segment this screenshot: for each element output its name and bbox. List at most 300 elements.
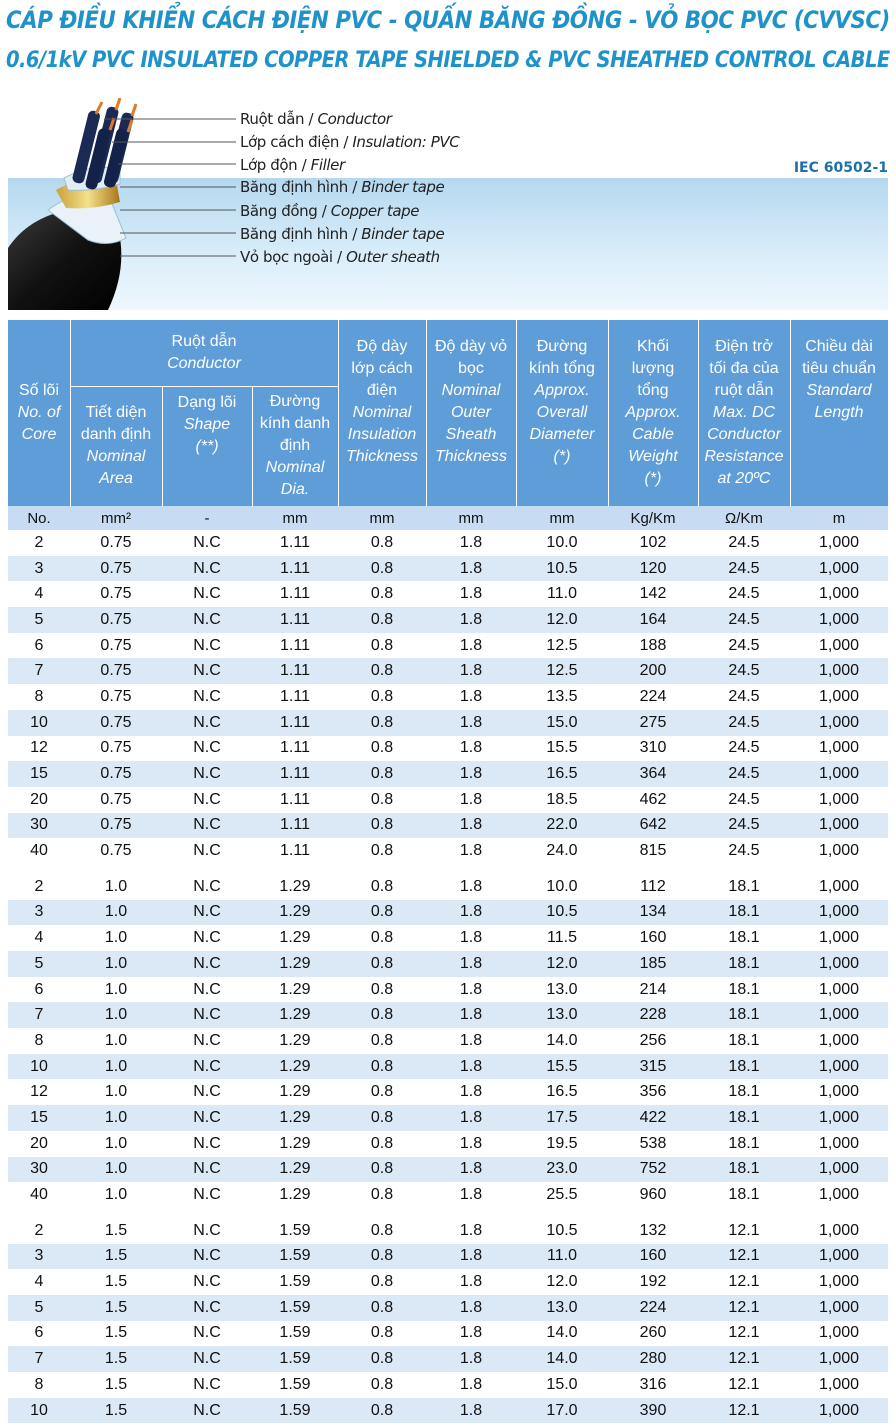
table-cell: 1.59	[279, 1324, 311, 1342]
table-cell: 538	[639, 1134, 667, 1152]
table-cell: 1.0	[104, 1083, 128, 1101]
table-cell: 1.0	[104, 1057, 128, 1075]
layer-label-en: Copper tape	[330, 202, 420, 220]
table-cell: 1.29	[279, 980, 311, 998]
table-row	[8, 1182, 888, 1208]
table-cell: 1.29	[279, 1108, 311, 1126]
table-cell: N.C	[193, 713, 221, 731]
table-cell: N.C	[193, 636, 221, 654]
header-shape	[162, 386, 252, 506]
table-cell: 12.1	[728, 1273, 760, 1291]
table-cell: 13.0	[546, 980, 578, 998]
table-cell: 24.5	[728, 636, 760, 654]
table-cell: 0.8	[370, 1006, 394, 1024]
table-cell: 112	[640, 877, 666, 895]
table-cell: 256	[639, 1031, 667, 1049]
table-cell: 1,000	[818, 1083, 860, 1101]
table-cell: 24.5	[728, 585, 760, 603]
table-cell: 1.59	[279, 1298, 311, 1316]
table-cell: 185	[639, 954, 667, 972]
header-divider	[70, 320, 71, 506]
header-divider	[426, 320, 427, 506]
header-area-vi2: danh định	[80, 426, 152, 443]
table-cell: 1,000	[818, 903, 860, 921]
table-cell: 1.59	[279, 1401, 311, 1419]
table-cell: 1.0	[104, 1006, 128, 1024]
table-cell: 10	[30, 1057, 48, 1075]
table-cell: 7	[34, 1006, 44, 1024]
table-cell: 0.8	[370, 1401, 394, 1419]
table-row	[8, 684, 888, 710]
header-sheath-vi2: bọc	[458, 360, 484, 377]
header-length	[790, 320, 888, 506]
table-cell: 18.1	[728, 929, 760, 947]
table-cell: 2	[34, 877, 44, 895]
table-cell: 0.75	[100, 790, 132, 808]
table-cell: 228	[639, 1006, 667, 1024]
table-row	[8, 977, 888, 1003]
table-cell: 1.0	[104, 1108, 128, 1126]
table-cell: 1.8	[459, 585, 483, 603]
table-cell: N.C	[193, 585, 221, 603]
table-cell: 1.0	[104, 903, 128, 921]
table-cell: 0.8	[370, 765, 394, 783]
table-row	[8, 1002, 888, 1028]
table-row	[8, 1346, 888, 1372]
table-cell: 12.0	[546, 610, 578, 628]
table-cell: 1.8	[459, 1298, 483, 1316]
table-cell: 1.8	[459, 713, 483, 731]
cable-spec-table	[8, 320, 888, 1423]
header-dia-en1: Nominal	[265, 459, 325, 476]
table-cell: 6	[34, 636, 44, 654]
table-cell: 1,000	[818, 1108, 860, 1126]
header-weight	[608, 320, 698, 506]
table-cell: 1,000	[818, 687, 860, 705]
table-cell: 1.59	[279, 1221, 311, 1239]
header-sheath-en3: Sheath	[445, 426, 497, 443]
group-separator	[8, 864, 888, 874]
header-weight-en2: Cable	[632, 426, 674, 443]
header-divider	[252, 386, 253, 506]
table-cell: 1.29	[279, 929, 311, 947]
table-cell: 1.5	[104, 1324, 128, 1342]
unit-cell: Ω/Km	[725, 509, 763, 527]
table-cell: 24.0	[546, 842, 578, 860]
table-cell: 15.0	[546, 713, 578, 731]
table-cell: 1.8	[459, 790, 483, 808]
table-cell: N.C	[193, 790, 221, 808]
table-cell: N.C	[193, 1057, 221, 1075]
header-sheath-en2: Outer	[450, 404, 491, 421]
table-cell: 1.8	[459, 1221, 483, 1239]
table-cell: N.C	[193, 687, 221, 705]
table-cell: 0.8	[370, 790, 394, 808]
layer-label	[240, 178, 444, 196]
table-cell: 1.29	[279, 1134, 311, 1152]
table-cell: 0.75	[100, 636, 132, 654]
table-cell: 1.29	[279, 1160, 311, 1178]
table-cell: 0.75	[100, 713, 132, 731]
table-cell: 1.59	[279, 1350, 311, 1368]
table-cell: 8	[34, 1375, 44, 1393]
table-cell: 1.29	[279, 903, 311, 921]
table-cell: 13.0	[546, 1298, 578, 1316]
table-cell: 1.8	[459, 1186, 483, 1204]
table-cell: 0.75	[100, 687, 132, 705]
header-weight-en1: Approx.	[625, 404, 681, 421]
header-cores-vi: Số lõi	[18, 382, 60, 399]
table-cell: 16.5	[546, 765, 578, 783]
unit-cell: mm	[458, 509, 484, 527]
table-cell: 1.8	[459, 842, 483, 860]
header-ins-en1: Nominal	[352, 404, 412, 421]
header-diameter	[516, 320, 608, 506]
table-cell: 0.8	[370, 1247, 394, 1265]
table-cell: 1.29	[279, 1057, 311, 1075]
table-cell: 0.8	[370, 1134, 394, 1152]
table-cell: 1,000	[818, 559, 860, 577]
table-cell: N.C	[193, 1006, 221, 1024]
table-cell: 30	[30, 1160, 48, 1178]
cable-illustration	[8, 98, 888, 310]
header-cores-en1: No. of	[17, 404, 61, 421]
table-cell: 23.0	[546, 1160, 578, 1178]
table-cell: 3	[34, 1247, 44, 1265]
table-cell: 422	[639, 1108, 667, 1126]
table-cell: 12.5	[546, 636, 578, 654]
table-cell: N.C	[193, 1375, 221, 1393]
table-cell: 0.8	[370, 533, 394, 551]
table-cell: 1.11	[280, 765, 310, 783]
table-cell: 1.11	[280, 842, 310, 860]
unit-cell: mm	[369, 509, 395, 527]
table-cell: 1,000	[818, 765, 860, 783]
table-cell: 1,000	[818, 1298, 860, 1316]
table-cell: 1,000	[818, 739, 860, 757]
table-cell: 1.0	[104, 980, 128, 998]
table-cell: N.C	[193, 1298, 221, 1316]
table-row	[8, 1105, 888, 1131]
table-cell: 1,000	[818, 1273, 860, 1291]
table-cell: 224	[639, 1298, 667, 1316]
table-cell: 1.8	[459, 954, 483, 972]
table-cell: 960	[639, 1186, 667, 1204]
table-cell: N.C	[193, 954, 221, 972]
table-cell: 1.11	[280, 636, 310, 654]
table-cell: 134	[639, 903, 667, 921]
table-cell: N.C	[193, 1186, 221, 1204]
table-cell: 24.5	[728, 687, 760, 705]
table-cell: 0.8	[370, 1221, 394, 1239]
table-cell: 0.8	[370, 687, 394, 705]
table-cell: 0.8	[370, 816, 394, 834]
table-cell: 0.8	[370, 1298, 394, 1316]
table-cell: 1,000	[818, 842, 860, 860]
layer-label-en: Conductor	[317, 110, 392, 128]
table-cell: N.C	[193, 816, 221, 834]
table-cell: 1.5	[104, 1247, 128, 1265]
table-row	[8, 1321, 888, 1347]
table-cell: 18.5	[546, 790, 578, 808]
table-cell: 3	[34, 559, 44, 577]
table-cell: 1,000	[818, 636, 860, 654]
table-cell: 18.1	[728, 1006, 760, 1024]
table-cell: 1.11	[280, 713, 310, 731]
table-cell: 462	[639, 790, 667, 808]
table-cell: 1.11	[280, 816, 310, 834]
header-dia	[252, 386, 338, 506]
table-cell: 1.0	[104, 877, 128, 895]
table-cell: 1.8	[459, 559, 483, 577]
table-cell: 1.5	[104, 1401, 128, 1419]
header-area-en2: Area	[99, 470, 133, 487]
table-cell: 1.8	[459, 1375, 483, 1393]
table-cell: 1.5	[104, 1273, 128, 1291]
table-cell: 1,000	[818, 1057, 860, 1075]
table-cell: 0.8	[370, 1350, 394, 1368]
table-cell: 1.8	[459, 877, 483, 895]
table-cell: N.C	[193, 1134, 221, 1152]
table-cell: 15	[30, 1108, 48, 1126]
table-row	[8, 581, 888, 607]
header-weight-vi2: lượng	[631, 360, 675, 377]
table-cell: 390	[639, 1401, 667, 1419]
table-cell: N.C	[193, 903, 221, 921]
table-row	[8, 633, 888, 659]
header-resist-en3: Resistance	[704, 448, 784, 465]
table-cell: 316	[639, 1375, 667, 1393]
table-cell: 1.8	[459, 765, 483, 783]
table-row	[8, 607, 888, 633]
table-cell: 1.8	[459, 610, 483, 628]
table-cell: 1,000	[818, 1375, 860, 1393]
table-cell: 1.8	[459, 816, 483, 834]
table-cell: 1.5	[104, 1221, 128, 1239]
table-cell: 25.5	[546, 1186, 578, 1204]
unit-cell: mm	[282, 509, 308, 527]
table-cell: 1.11	[280, 739, 310, 757]
table-cell: 0.8	[370, 877, 394, 895]
table-cell: 24.5	[728, 559, 760, 577]
table-cell: 18.1	[728, 1083, 760, 1101]
header-diameter-en1: Approx.	[534, 382, 590, 399]
table-cell: 1.59	[279, 1247, 311, 1265]
table-cell: 224	[639, 687, 667, 705]
table-cell: N.C	[193, 842, 221, 860]
table-cell: 0.75	[100, 842, 132, 860]
table-cell: 40	[30, 1186, 48, 1204]
table-cell: 1,000	[818, 954, 860, 972]
title-vietnamese: CÁP ĐIỀU KHIỂN CÁCH ĐIỆN PVC - QUẤN BĂNG ĐỒNG - VỎ BỌC PVC (CVVSC)	[6, 6, 890, 34]
table-cell: 24.5	[728, 765, 760, 783]
table-cell: 1.29	[279, 1031, 311, 1049]
table-cell: N.C	[193, 1083, 221, 1101]
table-cell: N.C	[193, 1247, 221, 1265]
table-cell: 18.1	[728, 903, 760, 921]
header-conductor	[70, 320, 338, 386]
table-cell: 260	[639, 1324, 667, 1342]
table-cell: 310	[639, 739, 667, 757]
table-cell: 0.8	[370, 980, 394, 998]
table-cell: 1.8	[459, 929, 483, 947]
table-row	[8, 1131, 888, 1157]
table-cell: 10.0	[546, 877, 578, 895]
table-cell: 1.59	[279, 1273, 311, 1291]
header-weight-en3: Weight	[628, 448, 678, 465]
table-cell: 10	[30, 1401, 48, 1419]
table-cell: 1.29	[279, 1186, 311, 1204]
table-row	[8, 1398, 888, 1424]
unit-cell: Kg/Km	[630, 509, 676, 527]
table-cell: 10	[30, 713, 48, 731]
table-cell: 11.5	[547, 929, 577, 947]
header-divider	[608, 320, 609, 506]
table-cell: 30	[30, 816, 48, 834]
table-cell: 12.1	[728, 1247, 760, 1265]
table-cell: 11.0	[547, 1247, 577, 1265]
header-ins-vi2: lớp cách	[351, 360, 413, 377]
table-cell: 160	[639, 929, 667, 947]
layer-label-vi: Lớp độn /	[240, 156, 311, 174]
table-cell: 1.11	[280, 585, 310, 603]
table-cell: 1,000	[818, 929, 860, 947]
header-sheath-en1: Nominal	[441, 382, 501, 399]
table-cell: N.C	[193, 662, 221, 680]
table-cell: 1.0	[104, 1031, 128, 1049]
header-dia-en2: Dia.	[280, 481, 310, 498]
table-cell: N.C	[193, 1324, 221, 1342]
table-cell: 6	[34, 980, 44, 998]
table-cell: 0.8	[370, 1160, 394, 1178]
table-cell: 12.5	[546, 662, 578, 680]
table-cell: 1.5	[104, 1350, 128, 1368]
table-cell: 1,000	[818, 662, 860, 680]
table-cell: 19.5	[546, 1134, 578, 1152]
table-cell: 0.8	[370, 1057, 394, 1075]
table-row	[8, 874, 888, 900]
table-cell: N.C	[193, 610, 221, 628]
layer-label	[240, 133, 459, 151]
table-cell: 200	[639, 662, 667, 680]
table-cell: 0.75	[100, 662, 132, 680]
table-cell: 1.11	[280, 559, 310, 577]
table-cell: 14.0	[546, 1324, 578, 1342]
table-cell: 1,000	[818, 533, 860, 551]
table-cell: 1.8	[459, 739, 483, 757]
table-cell: 0.75	[100, 765, 132, 783]
table-cell: 1.8	[459, 1160, 483, 1178]
table-cell: 0.8	[370, 585, 394, 603]
table-cell: 7	[34, 1350, 44, 1368]
table-cell: 18.1	[728, 1186, 760, 1204]
table-cell: 0.8	[370, 929, 394, 947]
table-cell: 17.5	[546, 1108, 578, 1126]
table-cell: 1.8	[459, 636, 483, 654]
table-cell: 164	[639, 610, 667, 628]
title-english: 0.6/1kV PVC INSULATED COPPER TAPE SHIELDED & PVC SHEATHED CONTROL CABLE	[6, 48, 890, 73]
table-row	[8, 1218, 888, 1244]
table-cell: 0.75	[100, 585, 132, 603]
layer-label-vi: Băng định hình /	[240, 225, 362, 243]
table-cell: 0.8	[370, 662, 394, 680]
table-cell: 10.0	[546, 533, 578, 551]
header-insulation	[338, 320, 426, 506]
table-cell: 6	[34, 1324, 44, 1342]
unit-cell: mm²	[101, 509, 131, 527]
table-cell: 20	[30, 790, 48, 808]
table-cell: 0.8	[370, 1031, 394, 1049]
table-row	[8, 556, 888, 582]
header-weight-note: (*)	[644, 470, 662, 487]
table-cell: 1.0	[104, 954, 128, 972]
table-cell: 1.8	[459, 1057, 483, 1075]
table-cell: 1.8	[459, 1006, 483, 1024]
header-sheath	[426, 320, 516, 506]
table-row	[8, 900, 888, 926]
table-cell: 1.8	[459, 662, 483, 680]
table-cell: 1.8	[459, 687, 483, 705]
table-cell: 1,000	[818, 1134, 860, 1152]
table-cell: 1.0	[104, 1160, 128, 1178]
table-cell: 1.29	[279, 1083, 311, 1101]
layer-label-vi: Băng đồng /	[240, 202, 331, 220]
header-cores-en2: Core	[21, 426, 57, 443]
table-cell: 1.8	[459, 1247, 483, 1265]
table-cell: 1,000	[818, 585, 860, 603]
table-cell: 0.8	[370, 610, 394, 628]
layer-label	[240, 110, 392, 128]
header-diameter-vi2: kính tổng	[529, 360, 595, 377]
table-cell: 15.0	[546, 1375, 578, 1393]
header-ins-en3: Thickness	[345, 448, 419, 465]
table-cell: 4	[34, 585, 44, 603]
table-cell: 0.8	[370, 903, 394, 921]
table-cell: 24.5	[728, 739, 760, 757]
table-cell: N.C	[193, 877, 221, 895]
table-cell: 1,000	[818, 1324, 860, 1342]
table-cell: 3	[34, 903, 44, 921]
table-cell: 40	[30, 842, 48, 860]
table-cell: 0.8	[370, 713, 394, 731]
header-divider	[70, 386, 338, 387]
table-cell: 18.1	[728, 1031, 760, 1049]
header-diameter-vi1: Đường	[536, 338, 588, 355]
table-cell: 0.8	[370, 954, 394, 972]
header-cores	[8, 320, 70, 506]
table-cell: 160	[639, 1247, 667, 1265]
table-cell: 24.5	[728, 842, 760, 860]
table-cell: 15.5	[546, 739, 578, 757]
table-cell: 0.8	[370, 1324, 394, 1342]
layer-label-en: Outer sheath	[346, 248, 440, 266]
table-row	[8, 1295, 888, 1321]
header-length-vi2: tiêu chuẩn	[802, 360, 876, 377]
table-cell: N.C	[193, 1401, 221, 1419]
table-cell: 18.1	[728, 1057, 760, 1075]
header-area-en1: Nominal	[86, 448, 146, 465]
table-cell: 1.8	[459, 980, 483, 998]
layer-label	[240, 202, 419, 220]
table-cell: 1.5	[104, 1375, 128, 1393]
table-cell: 7	[34, 662, 44, 680]
header-dia-vi2: kính danh	[259, 415, 331, 432]
header-resist-en1: Max. DC	[712, 404, 776, 421]
table-cell: 13.0	[546, 1006, 578, 1024]
layer-label-en: Insulation: PVC	[352, 133, 460, 151]
table-cell: 24.5	[728, 610, 760, 628]
table-cell: N.C	[193, 559, 221, 577]
